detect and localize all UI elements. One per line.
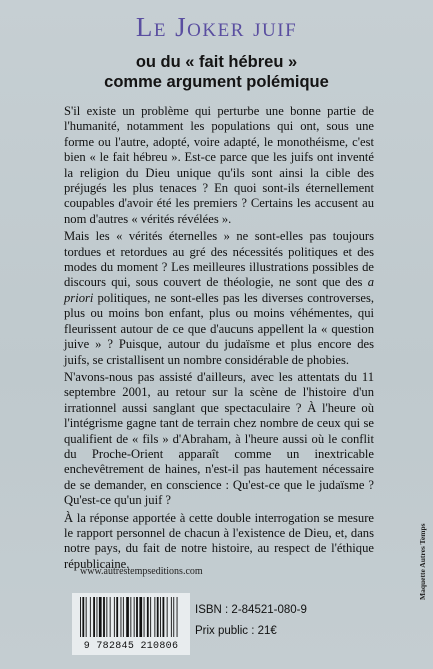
- barcode-bar: [144, 597, 145, 637]
- price: Prix public : 21€: [195, 625, 277, 637]
- barcode-bar: [167, 597, 168, 637]
- barcode-bar: [99, 597, 102, 637]
- barcode-bar: [177, 597, 178, 637]
- barcode: [72, 593, 190, 655]
- blurb-paragraph-4: À la réponse apportée à cette double interrogation se mesure le rapport personnel de chacun à l'existence de Dieu, et, dans notre pays, du fait de notre histoire, au respect de l'éthique républicaine.: [64, 510, 374, 571]
- barcode-bar: [154, 597, 155, 637]
- barcode-bar: [86, 597, 87, 637]
- isbn: ISBN : 2-84521-080-9: [195, 604, 307, 616]
- barcode-bar: [103, 597, 105, 637]
- book-subtitle-line-2: comme argument polémique: [104, 73, 329, 91]
- barcode-bar: [150, 597, 151, 637]
- blurb-paragraph-1: S'il existe un problème qui perturbe une bonne partie de l'humanité, notamment les populations qui ont, sous une forme ou l'autre, adopté, voire adapté, le monothéisme, c'est bien « le fait hébreu ». Est-ce parce que les juifs ont inventé la religion du Dieu unique qu'ils sont ainsi la cible des préjugés les plus tenaces ? En quoi sont-ils éternellement coupables d'avoir été les premiers ? Certains les accusent au nom d'autres « vérités révélées ».: [64, 104, 374, 226]
- barcode-bar: [126, 597, 129, 637]
- barcode-bar: [121, 597, 122, 637]
- barcode-bars: [78, 597, 184, 641]
- design-credit: Maquette Autres Temps: [418, 523, 427, 600]
- blurb-paragraph-2-start: Mais les « vérités éternelles » ne sont-elles pas toujours tordues et retordues au gré des nécessités politiques et des modes du moment ? Les meilleures illustrations possibles de discours qui, sous couvert de théologie, ne sont que des: [64, 229, 374, 290]
- barcode-bar: [114, 597, 115, 637]
- barcode-bar: [106, 597, 107, 637]
- barcode-bar: [139, 597, 142, 637]
- blurb-paragraph-3: N'avons-nous pas assisté d'ailleurs, avec les attentats du 11 septembre 2001, au retour sur la scène de l'histoire d'un irrationnel aussi sanglant que spectaculaire ? À l'heure où l'intégrisme gagne tant de terrain chez nombre de ceux qui se qualifient de « fils » d'Abraham, à l'heure aussi où le conflit du Proche-Orient apparaît comme un inextricable enchevêtrement de haines, n'est-il pas hautement nécessaire de se demander, en conscience : Qu'est-ce que le judaïsme ? Qu'est-ce qu'un juif ?: [64, 369, 374, 508]
- barcode-bar: [134, 597, 135, 637]
- book-subtitle-line-1: ou du « fait hébreu »: [135, 53, 298, 71]
- barcode-bar: [110, 597, 111, 637]
- barcode-bar: [116, 597, 118, 637]
- barcode-bar: [82, 597, 84, 637]
- barcode-bar: [123, 597, 124, 637]
- barcode-digits: 9 782845 210806: [83, 641, 179, 652]
- barcode-bar: [93, 597, 95, 637]
- blurb-paragraph-2: [64, 229, 374, 368]
- barcode-bar: [136, 597, 138, 637]
- barcode-bar: [97, 597, 98, 637]
- barcode-bar: [173, 597, 174, 637]
- barcode-bar: [90, 597, 91, 637]
- blurb-text: [64, 104, 374, 572]
- barcode-bar: [130, 597, 131, 637]
- book-title: Le Joker juif: [135, 12, 298, 42]
- barcode-bar: [171, 597, 172, 637]
- blurb-italic-phrase: a priori: [64, 275, 374, 305]
- barcode-bar: [80, 597, 81, 637]
- barcode-bar: [147, 597, 149, 637]
- barcode-bar: [163, 597, 165, 637]
- barcode-bar: [157, 597, 159, 637]
- blurb-paragraph-2-end: politiques, ne sont-elles pas les diverses controverses, plus ou moins bon enfant, plus ou moins véhémentes, qui fleurissent autour de ce que d'aucuns appellent la « question juive » ? Puisque, autour du judaïsme et plus encore des juifs, se cristallisent un nombre considérable de phobies.: [64, 290, 374, 367]
- barcode-bar: [160, 597, 161, 637]
- publisher-website: www.autrestempseditions.com: [80, 566, 203, 577]
